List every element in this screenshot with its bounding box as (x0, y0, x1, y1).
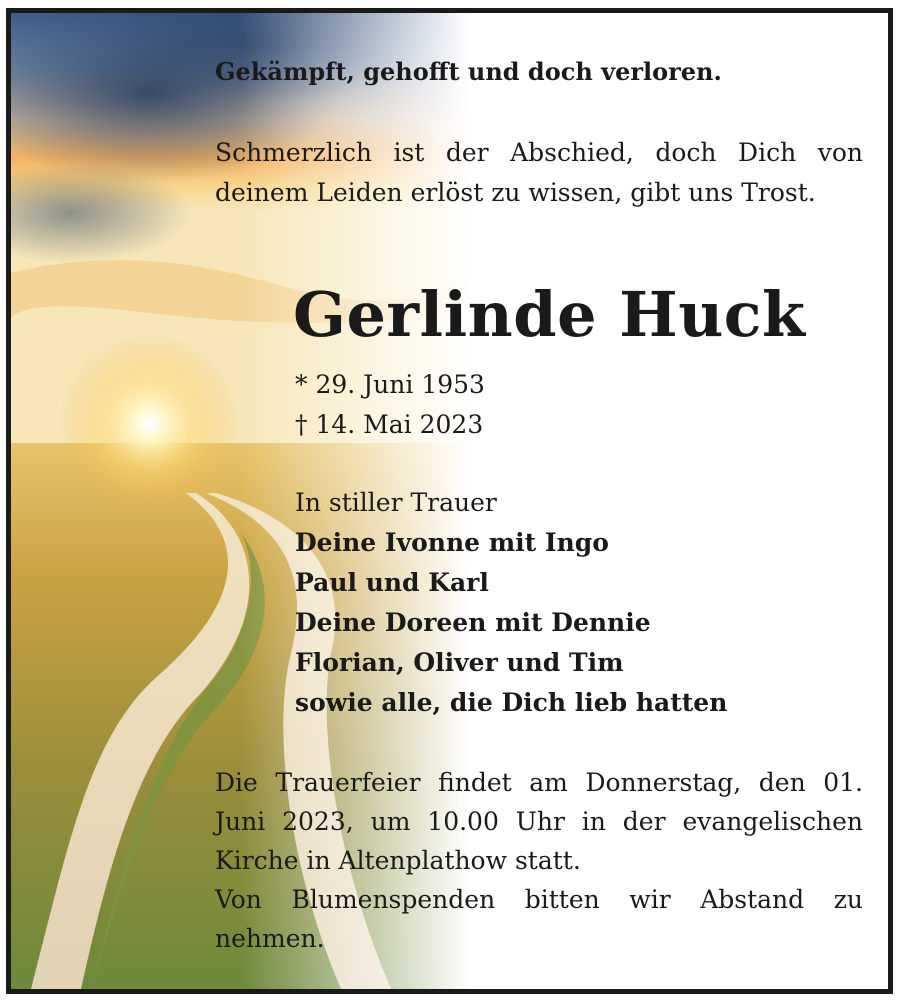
deceased-name: Gerlinde Huck (293, 278, 806, 351)
life-dates (295, 365, 485, 445)
mourner-line: Florian, Oliver und Tim (295, 648, 624, 677)
funeral-service-info (215, 763, 863, 958)
mourners-list (295, 483, 727, 723)
mourner-line: Deine Doreen mit Dennie (295, 608, 651, 637)
mourning-intro: In stiller Trauer (295, 488, 497, 517)
flowers-notice: Von Blumenspenden bitten wir Abstand zu nehmen. (215, 885, 863, 953)
motto-heading: Gekämpft, gehofft und doch verloren. (215, 57, 722, 86)
birth-date: * 29. Juni 1953 (295, 370, 485, 399)
ceremony-text: Die Trauerfeier findet am Donnerstag, den 01. Juni 2023, um 10.00 Uhr in der evangelischen Kirche in Altenplathow statt. (215, 768, 863, 875)
obituary-frame (6, 8, 893, 994)
farewell-text: Schmerzlich ist der Abschied, doch Dich von deinem Leiden erlöst zu wissen, gibt uns Trost. (215, 138, 863, 207)
mourner-line: sowie alle, die Dich lieb hatten (295, 688, 728, 717)
mourner-line: Paul und Karl (295, 568, 489, 597)
mourner-line: Deine Ivonne mit Ingo (295, 528, 609, 557)
death-date: † 14. Mai 2023 (295, 410, 484, 439)
